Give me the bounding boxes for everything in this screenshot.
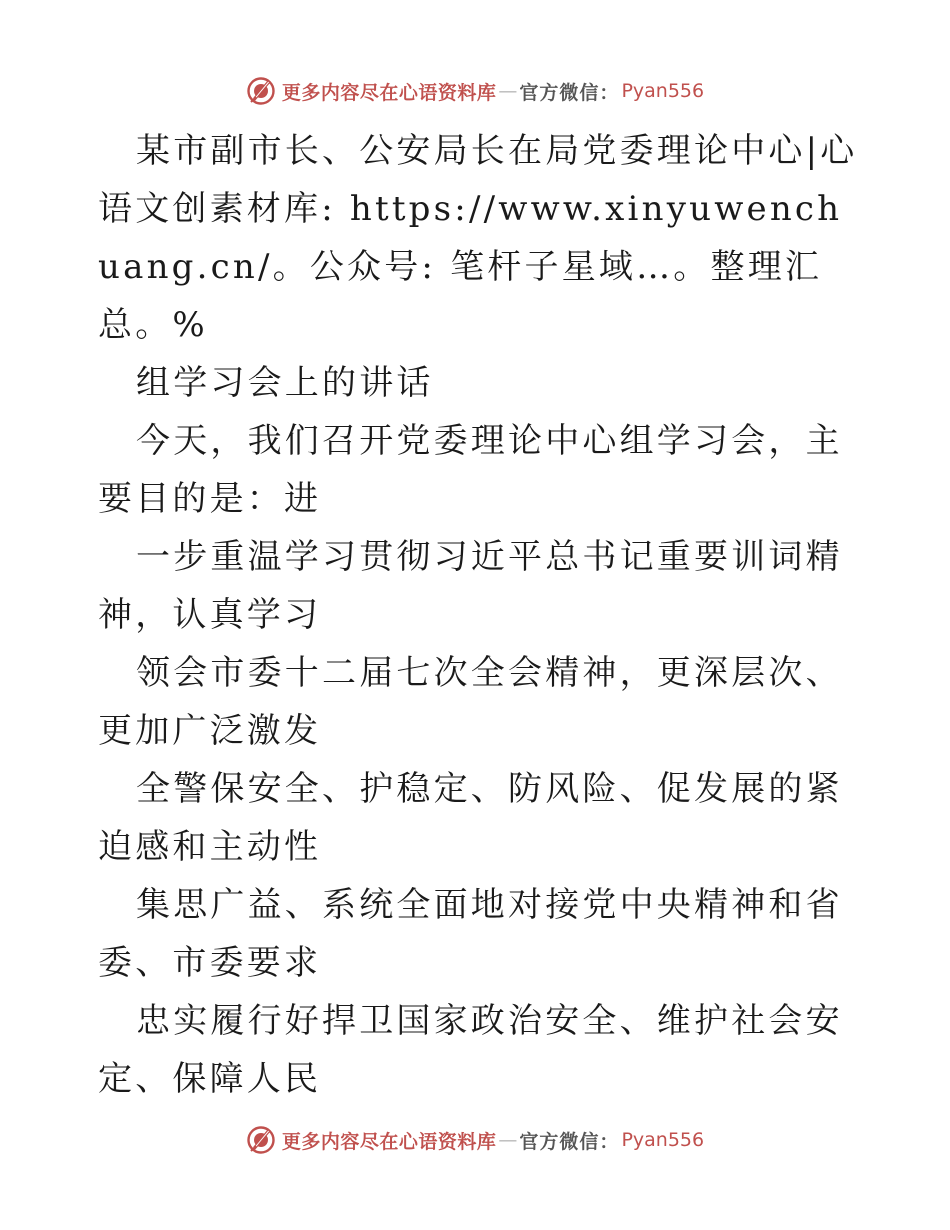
footer-banner [0,1120,950,1160]
paragraph: 组学习会上的讲话 [136,363,434,403]
quill-seal-icon [246,1125,276,1155]
banner-dash: — [498,80,518,102]
quill-seal-icon [246,76,276,106]
paragraph: 一步重温学习贯彻习近平总书记重要训词精神，认真学习 [98,537,843,635]
banner-title: 更多内容尽在心语资料库 [281,81,497,104]
banner-wechat-id: Pyan556 [621,1129,705,1151]
paragraph: 全警保安全、护稳定、防风险、促发展的紧迫感和主动性 [98,769,843,867]
document-body [98,122,858,1108]
paragraph: 集思广益、系统全面地对接党中央精神和省委、市委要求 [98,885,843,983]
header-banner [0,71,950,111]
banner-wechat-label: 官方微信： [519,81,620,104]
banner-title: 更多内容尽在心语资料库 [281,1130,497,1153]
paragraph: 忠实履行好捍卫国家政治安全、维护社会安定、保障人民 [98,1001,843,1099]
paragraph: 某市副市长、公安局长在局党委理论中心|心语文创素材库: https://www.xinyuwenchuang.cn/。公众号: 笔杆子星域…。整理汇总。% [98,131,858,345]
paragraph: 领会市委十二届七次全会精神，更深层次、更加广泛激发 [98,653,843,751]
paragraph: 今天，我们召开党委理论中心组学习会，主要目的是：进 [98,421,843,519]
banner-wechat-id: Pyan556 [621,80,705,102]
banner-wechat-label: 官方微信： [519,1130,620,1153]
banner-dash: — [498,1129,518,1151]
